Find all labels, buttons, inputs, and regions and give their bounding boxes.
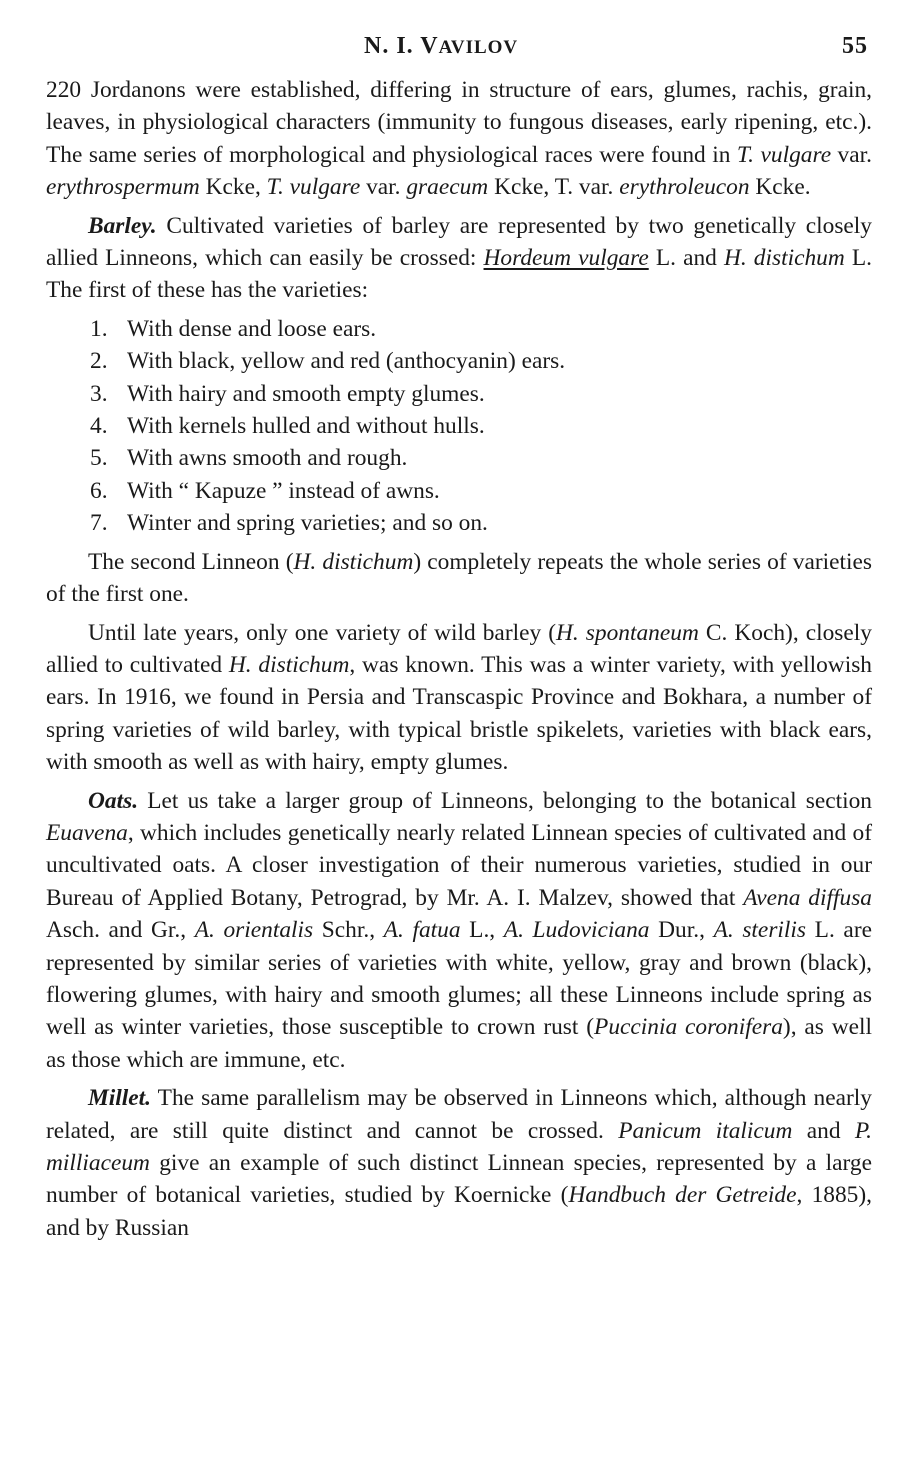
paragraph-wild-barley: Until late years, only one variety of wild barley (H. spontaneum C. Koch), closely allied to cultivated H. distichum, was known. This was a winter variety, with yellowish ears. In 1916, we found in Persia and Transcaspic Province and Bokhara, a number of spring varieties of wild barley, with typical bristle spikelets, varieties with black ears, with smooth as well as with hairy, empty glumes. [46,619,872,776]
paragraph-millet: Millet. The same parallelism may be observed in Linneons which, although nearly related, are still quite distinct and cannot be crossed. Panicum italicum and P. milliaceum give an example of such distinct Linnean species, represented by a large number of botanical varieties, studied by Koernicke (Handbuch der Getreide, 1885), and by Russian [46,1085,873,1241]
paragraph-oats: Oats. Let us take a larger group of Linneons, belonging to the botanical section Euavena, which includes genetically nearly related Linnean species of cultivated and of uncultivated oats. A closer investigation of their numerous varieties, studied in our Bureau of Applied Botany, Petrograd, by Mr. A. I. Malzev, showed that Avena diffusa Asch. and Gr., A. orientalis Schr., A. fatua L., A. Ludoviciana Dur., A. sterilis L. are represented by similar series of varieties with white, yellow, gray and brown (black), flowering glumes, with hairy and smooth glumes; all these Linneons include spring as well as winter varieties, those susceptible to crown rust (Puccinia coronifera), as well as those which are immune, etc. [46,787,873,1073]
list-item: 6. With “ Kapuze ” instead of awns. [90,477,440,504]
paragraph-jordanons: 220 Jordanons were established, differing in structure of ears, glumes, rachis, grain, leaves, in physiological characters (immunity to fungous diseases, early ripening, etc.). The same series of morphological and physiological races were found in T. vulgare var. erythrospermum Kcke, T. vulgare var. graecum Kcke, T. var. erythroleucon Kcke. [46,77,872,201]
page-header [46,30,872,74]
barley-varieties-list [46,313,872,540]
list-item: 3. With hairy and smooth empty glumes. [90,380,485,407]
list-item: 7. Winter and spring varieties; and so on. [90,510,488,537]
list-item: 5. With awns smooth and rough. [90,445,408,472]
side-heading-barley: Barley. [88,212,157,239]
list-item: 2. With black, yellow and red (anthocyanin) ears. [90,348,566,375]
side-heading-oats: Oats. [88,787,139,814]
paragraph-barley: Barley. Cultivated varieties of barley are represented by two genetically closely allied Linneons, which can easily be crossed: Hordeum vulgare L. and H. distichum L. The first of these has the varieties: [46,212,873,304]
page-number: 55 [842,33,868,59]
list-item: 1. With dense and loose ears. [90,315,377,342]
paragraph-second-linneon: The second Linneon (H. distichum) completely repeats the whole series of varieties of the first one. [46,548,872,608]
side-heading-millet: Millet. [88,1085,152,1112]
running-head: N. I. VAVILOV [364,33,519,59]
list-item: 4. With kernels hulled and without hulls. [90,413,485,440]
